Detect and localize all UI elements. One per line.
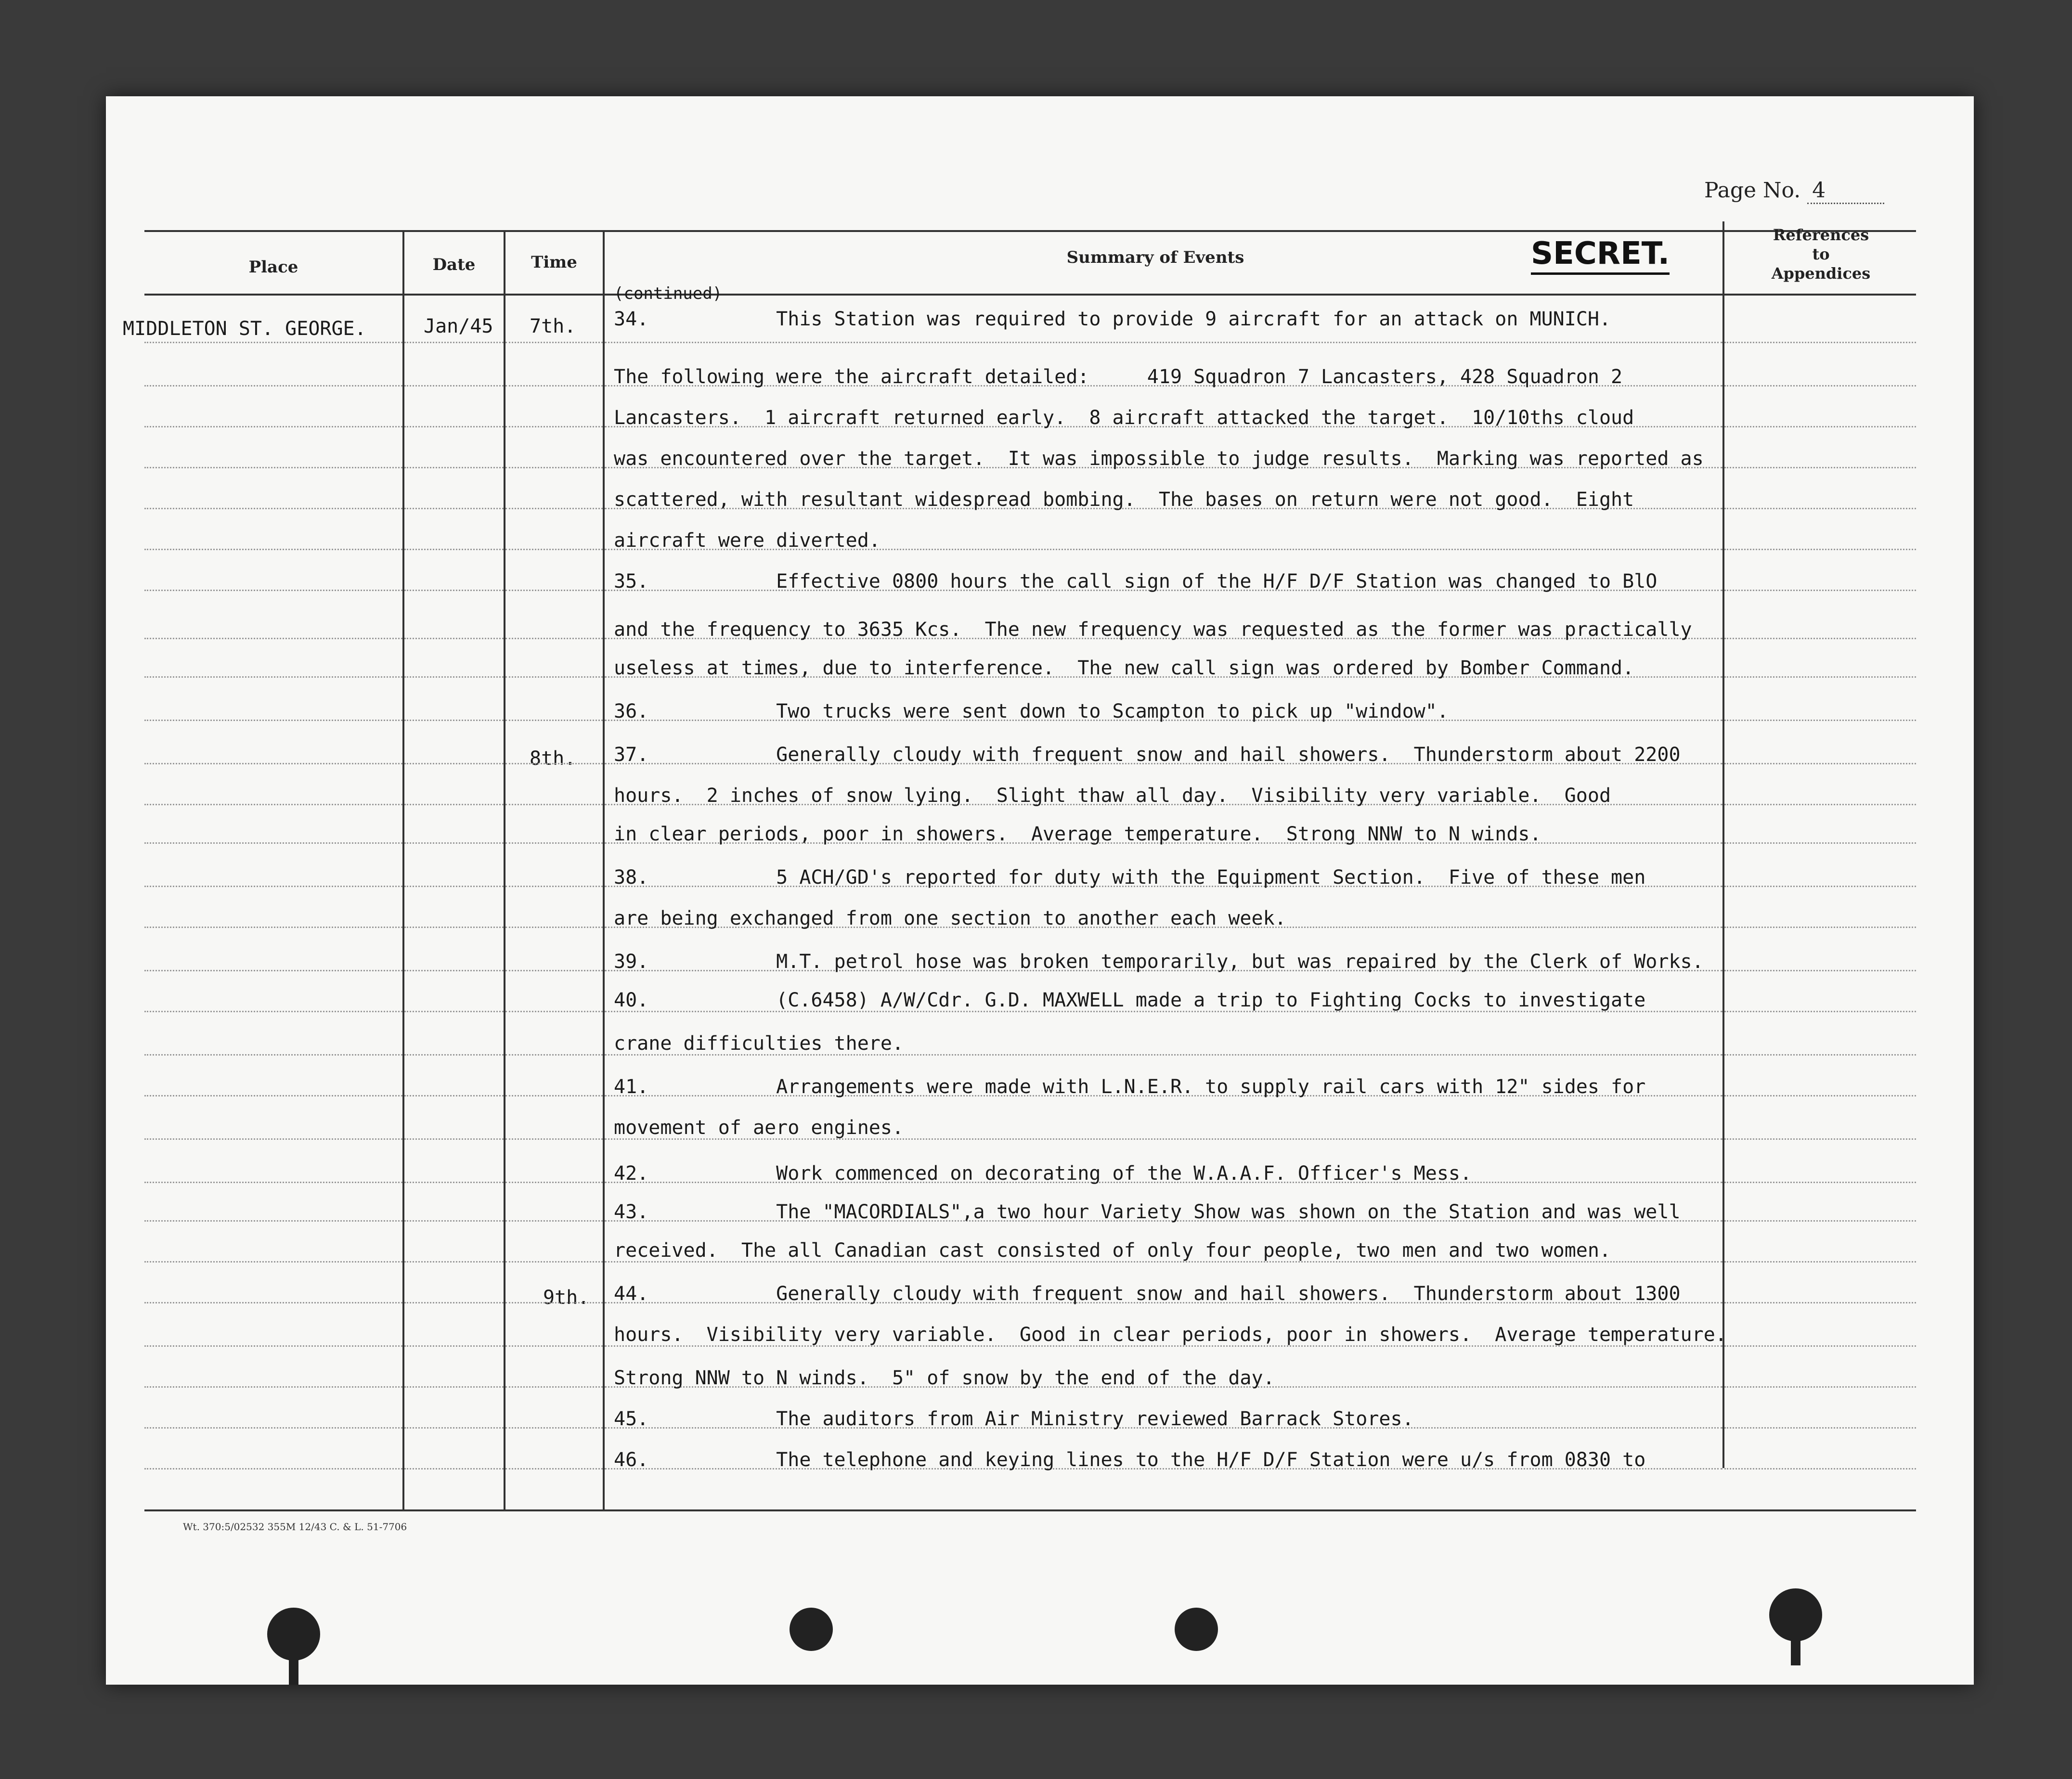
dotted-rule (404, 1138, 504, 1140)
dotted-rule (1724, 886, 1916, 887)
summary-line: The following were the aircraft detailed: 419 Squadron 7 Lancasters, 428 Squadron 2 (614, 366, 1623, 388)
dotted-rule (505, 1427, 603, 1429)
dotted-rule (1724, 1138, 1916, 1140)
dotted-rule (1724, 842, 1916, 844)
dotted-rule (404, 342, 504, 343)
dotted-rule (1724, 676, 1916, 678)
dotted-rule (505, 1302, 603, 1303)
dotted-rule (505, 549, 603, 550)
dotted-rule (404, 1095, 504, 1096)
dotted-rule (505, 1261, 603, 1263)
dotted-rule (1724, 385, 1916, 387)
dotted-rule (1724, 1054, 1916, 1056)
dotted-rule (144, 385, 402, 387)
dotted-rule (144, 508, 402, 509)
summary-line: are being exchanged from one section to another each week. (614, 907, 1286, 929)
dotted-rule (144, 1182, 402, 1183)
dotted-rule (144, 590, 402, 591)
dotted-rule (404, 385, 504, 387)
punch-hole-center-right (1175, 1608, 1218, 1651)
dotted-rule (404, 1427, 504, 1429)
dotted-rule (1724, 1095, 1916, 1096)
dotted-rule (404, 927, 504, 928)
table-top-border (144, 230, 1916, 232)
dotted-rule (404, 842, 504, 844)
dotted-rule (505, 676, 603, 678)
dotted-rule (1724, 970, 1916, 971)
dotted-rule (1724, 1302, 1916, 1303)
document-sheet (106, 96, 1974, 1685)
header-summary: Summary of Events (1066, 248, 1244, 267)
dotted-rule (505, 970, 603, 971)
time-value-9th: 9th. (543, 1287, 590, 1309)
dotted-rule (144, 549, 402, 550)
summary-line: 37. Generally cloudy with frequent snow and hail showers. Thunderstorm about 2200 (614, 744, 1681, 766)
dotted-rule (505, 1138, 603, 1140)
dotted-rule (144, 467, 402, 468)
summary-line: hours. Visibility very variable. Good in clear periods, poor in showers. Average temperature. (614, 1324, 1727, 1346)
punch-hole-right-tail (1791, 1622, 1800, 1665)
dotted-rule (144, 842, 402, 844)
summary-line: movement of aero engines. (614, 1117, 904, 1139)
page-number (1704, 178, 1884, 204)
dotted-rule (404, 720, 504, 721)
dotted-rule (144, 1011, 402, 1012)
dotted-rule (404, 970, 504, 971)
dotted-rule (505, 1054, 603, 1056)
punch-hole-center-left (790, 1608, 833, 1651)
page-number-value: 4 (1807, 178, 1884, 204)
dotted-rule (605, 342, 1722, 343)
col-divider-place (402, 230, 404, 1511)
col-divider-time (603, 230, 605, 1511)
dotted-rule (505, 467, 603, 468)
dotted-rule (404, 1011, 504, 1012)
dotted-rule (144, 970, 402, 971)
dotted-rule (404, 676, 504, 678)
dotted-rule (404, 1054, 504, 1056)
date-value: Jan/45 (424, 315, 493, 337)
header-time: Time (531, 253, 577, 272)
summary-line: aircraft were diverted. (614, 529, 881, 552)
summary-line: 43. The "MACORDIALS",a two hour Variety Show was shown on the Station and was well (614, 1201, 1681, 1223)
table-header-bottom-border (144, 294, 1916, 296)
dotted-rule (404, 1468, 504, 1470)
dotted-rule (144, 1345, 402, 1347)
dotted-rule (505, 720, 603, 721)
dotted-rule (505, 1468, 603, 1470)
summary-line: 38. 5 ACH/GD's reported for duty with the Equipment Section. Five of these men (614, 866, 1646, 889)
dotted-rule (144, 886, 402, 887)
summary-line: 42. Work commenced on decorating of the W.A.A.F. Officer's Mess. (614, 1162, 1472, 1185)
summary-line: Strong NNW to N winds. 5" of snow by the end of the day. (614, 1367, 1275, 1389)
dotted-rule (505, 1386, 603, 1388)
summary-line: hours. 2 inches of snow lying. Slight thaw all day. Visibility very variable. Good (614, 785, 1611, 807)
summary-line: 35. Effective 0800 hours the call sign of the H/F D/F Station was changed to BlO (614, 570, 1658, 593)
dotted-rule (404, 549, 504, 550)
dotted-rule (505, 1011, 603, 1012)
dotted-rule (1724, 590, 1916, 591)
page-number-label: Page No. (1704, 178, 1801, 203)
summary-line: Lancasters. 1 aircraft returned early. 8 aircraft attacked the target. 10/10ths cloud (614, 407, 1634, 429)
dotted-rule (144, 1468, 402, 1470)
dotted-rule (404, 886, 504, 887)
dotted-rule (144, 804, 402, 805)
summary-line: 44. Generally cloudy with frequent snow and hail showers. Thunderstorm about 1300 (614, 1283, 1681, 1305)
col-divider-date (504, 230, 505, 1511)
summary-line: in clear periods, poor in showers. Average temperature. Strong NNW to N winds. (614, 823, 1541, 845)
dotted-rule (505, 385, 603, 387)
dotted-rule (505, 1182, 603, 1183)
dotted-rule (144, 638, 402, 639)
dotted-rule (1724, 804, 1916, 805)
summary-line: crane difficulties there. (614, 1032, 904, 1055)
dotted-rule (1724, 1468, 1916, 1470)
dotted-rule (505, 842, 603, 844)
dotted-rule (144, 1220, 402, 1222)
dotted-rule (1724, 1220, 1916, 1222)
summary-line: was encountered over the target. It was impossible to judge results. Marking was reported as (614, 448, 1704, 470)
dotted-rule (505, 342, 603, 343)
dotted-rule (1724, 1011, 1916, 1012)
summary-line: 40. (C.6458) A/W/Cdr. G.D. MAXWELL made a trip to Fighting Cocks to investigate (614, 989, 1646, 1011)
dotted-rule (144, 426, 402, 427)
summary-line: 41. Arrangements were made with L.N.E.R. to supply rail cars with 12" sides for (614, 1076, 1646, 1098)
dotted-rule (1724, 342, 1916, 343)
dotted-rule (1724, 508, 1916, 509)
time-value-8th: 8th. (530, 748, 576, 770)
dotted-rule (505, 886, 603, 887)
dotted-rule (144, 1138, 402, 1140)
dotted-rule (144, 1095, 402, 1096)
summary-line: 36. Two trucks were sent down to Scampton to pick up "window". (614, 700, 1449, 722)
dotted-rule (404, 638, 504, 639)
summary-line: 34. This Station was required to provide 9 aircraft for an attack on MUNICH. (614, 308, 1611, 330)
dotted-rule (144, 676, 402, 678)
dotted-rule (505, 638, 603, 639)
dotted-rule (1724, 927, 1916, 928)
summary-line: useless at times, due to interference. The new call sign was ordered by Bomber Command. (614, 657, 1634, 679)
header-references: References to Appendices (1771, 226, 1871, 283)
dotted-rule (404, 426, 504, 427)
dotted-rule (144, 1386, 402, 1388)
dotted-rule (1724, 1427, 1916, 1429)
dotted-rule (404, 1302, 504, 1303)
time-value-7th: 7th. (530, 315, 576, 337)
summary-line: 39. M.T. petrol hose was broken temporarily, but was repaired by the Clerk of Works. (614, 951, 1704, 973)
dotted-rule (144, 1054, 402, 1056)
header-place: Place (248, 258, 298, 277)
continued-note: (continued) (614, 284, 723, 303)
dotted-rule (404, 467, 504, 468)
summary-line: received. The all Canadian cast consisted of only four people, two men and two women. (614, 1239, 1611, 1262)
dotted-rule (144, 927, 402, 928)
dotted-rule (1724, 1386, 1916, 1388)
summary-line: and the frequency to 3635 Kcs. The new frequency was requested as the former was practically (614, 619, 1692, 641)
summary-line: 45. The auditors from Air Ministry reviewed Barrack Stores. (614, 1408, 1414, 1430)
dotted-rule (404, 590, 504, 591)
secret-stamp: SECRET. (1531, 236, 1670, 275)
dotted-rule (1724, 763, 1916, 764)
dotted-rule (404, 1220, 504, 1222)
dotted-rule (404, 1386, 504, 1388)
dotted-rule (505, 1095, 603, 1096)
dotted-rule (144, 1302, 402, 1303)
dotted-rule (144, 1427, 402, 1429)
dotted-rule (505, 590, 603, 591)
dotted-rule (404, 763, 504, 764)
dotted-rule (404, 1182, 504, 1183)
dotted-rule (1724, 720, 1916, 721)
dotted-rule (505, 1345, 603, 1347)
punch-hole-left-tail (289, 1641, 298, 1685)
dotted-rule (404, 1261, 504, 1263)
summary-line: scattered, with resultant widespread bombing. The bases on return were not good. Eight (614, 489, 1634, 511)
dotted-rule (1724, 467, 1916, 468)
dotted-rule (1724, 638, 1916, 639)
dotted-rule (505, 763, 603, 764)
dotted-rule (505, 508, 603, 509)
dotted-rule (144, 342, 402, 343)
summary-line: 46. The telephone and keying lines to the H/F D/F Station were u/s from 0830 to (614, 1449, 1646, 1471)
dotted-rule (1724, 1261, 1916, 1263)
dotted-rule (144, 720, 402, 721)
dotted-rule (505, 804, 603, 805)
col-divider-summary (1722, 221, 1724, 1468)
dotted-rule (404, 508, 504, 509)
dotted-rule (1724, 1345, 1916, 1347)
dotted-rule (144, 763, 402, 764)
header-date: Date (432, 255, 476, 274)
dotted-rule (1724, 426, 1916, 427)
dotted-rule (1724, 549, 1916, 550)
dotted-rule (404, 804, 504, 805)
printer-imprint: Wt. 370:5/02532 355M 12/43 C. & L. 51-7706 (183, 1521, 407, 1533)
dotted-rule (505, 927, 603, 928)
place-value: MIDDLETON ST. GEORGE. (123, 318, 366, 340)
dotted-rule (144, 1261, 402, 1263)
dotted-rule (505, 426, 603, 427)
table-bottom-border (144, 1509, 1916, 1511)
dotted-rule (505, 1220, 603, 1222)
dotted-rule (1724, 1182, 1916, 1183)
dotted-rule (404, 1345, 504, 1347)
